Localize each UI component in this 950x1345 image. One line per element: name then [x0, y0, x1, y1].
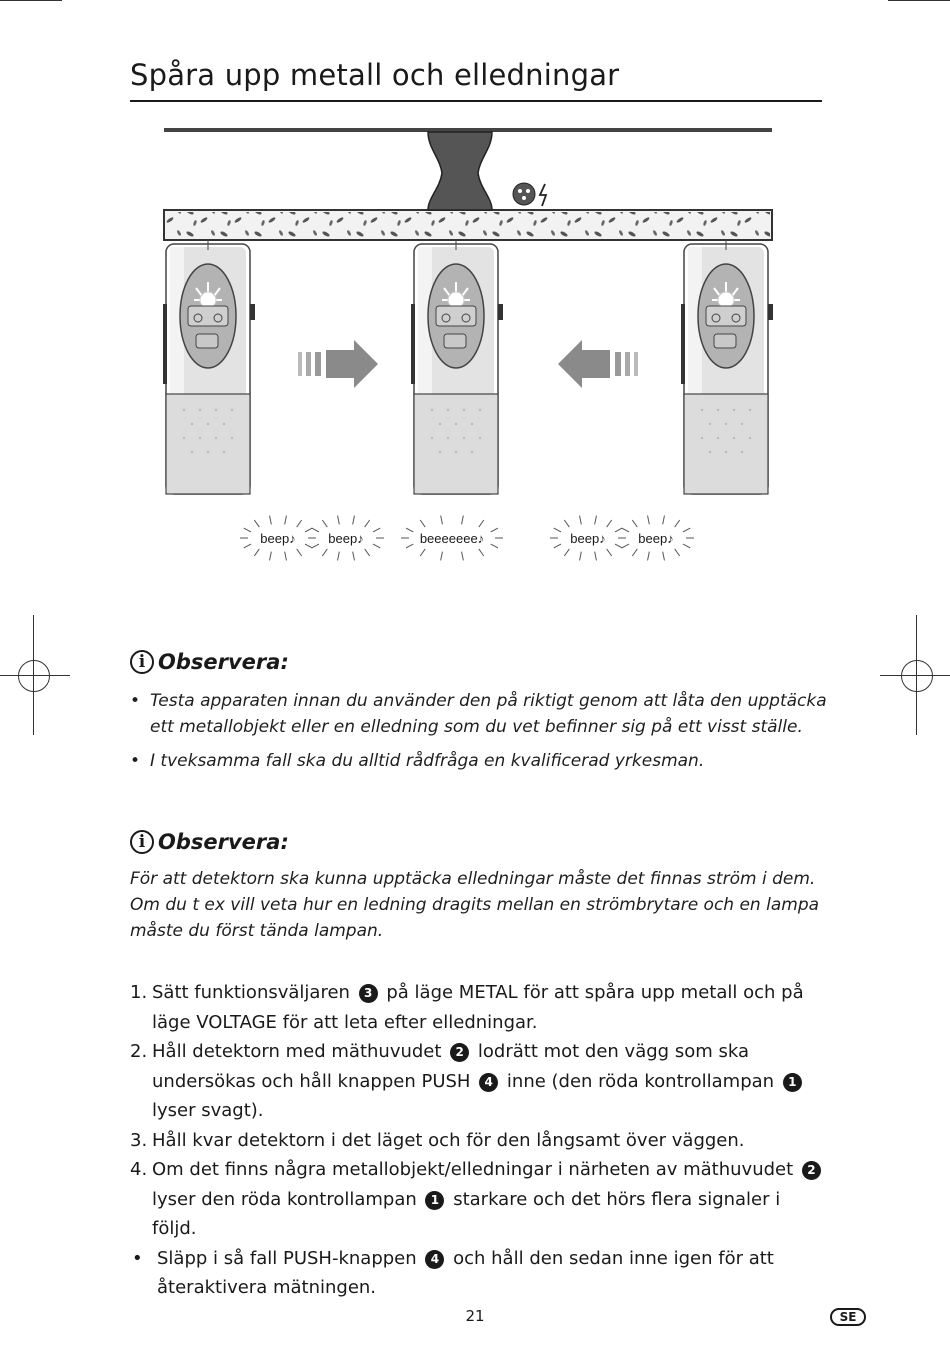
burst-ray: [285, 516, 287, 525]
burst-ray: [663, 516, 665, 525]
beep-label: beep♪: [638, 531, 674, 546]
reference-number: 4: [425, 1250, 444, 1269]
arrow-right-icon: [298, 340, 378, 388]
detector-illustration: [150, 118, 790, 588]
burst-ray: [406, 544, 413, 548]
note-heading: [130, 830, 289, 854]
arrow-left-icon: [558, 340, 638, 388]
registration-circle: [18, 660, 50, 692]
beep-burst: [550, 516, 626, 561]
list-item: • I tveksamma fall ska du alltid rådfråga en kvalificerad yrkesman.: [130, 748, 830, 774]
reference-number: 4: [479, 1073, 498, 1092]
burst-ray: [491, 528, 498, 532]
burst-ray: [675, 549, 680, 556]
burst-ray: [353, 516, 355, 525]
beep-label: beep♪: [570, 531, 606, 546]
step-text: på läge METAL för att spåra upp metall och på läge VOLTAGE för att leta efter elledningar.: [152, 982, 804, 1033]
burst-ray: [305, 544, 312, 548]
burst-ray: [312, 544, 319, 548]
burst-ray: [297, 549, 302, 556]
burst-ray: [338, 516, 340, 525]
step-item: [130, 978, 830, 1037]
info-icon: i: [130, 650, 154, 674]
burst-ray: [632, 549, 637, 556]
burst-ray: [622, 544, 629, 548]
burst-ray: [305, 528, 312, 532]
burst-ray: [615, 528, 622, 532]
burst-ray: [270, 516, 272, 525]
burst-ray: [244, 544, 251, 548]
language-badge: SE: [830, 1308, 866, 1326]
step-marker: 2.: [130, 1041, 148, 1062]
page-title: Spåra upp metall och elledningar: [130, 58, 620, 92]
burst-ray: [254, 520, 259, 527]
note-heading-text: Observera:: [158, 650, 289, 674]
burst-ray: [420, 520, 425, 527]
burst-ray: [554, 528, 561, 532]
burst-ray: [270, 552, 272, 561]
burst-ray: [622, 528, 629, 532]
burst-ray: [675, 520, 680, 527]
beep-label: beep♪: [328, 531, 364, 546]
step-text: Håll kvar detektorn i det läget och för den långsamt över väggen.: [152, 1129, 745, 1151]
burst-ray: [683, 528, 690, 532]
step-text: lyser svagt).: [152, 1100, 264, 1121]
step-text: Sätt funktionsväljaren: [152, 982, 356, 1003]
note-bullet-list: [130, 688, 830, 782]
crop-mark: [888, 0, 950, 1]
step-item: [130, 1155, 830, 1244]
lightning-icon: [540, 184, 546, 206]
burst-ray: [564, 549, 569, 556]
burst-ray: [254, 549, 259, 556]
step-marker: 1.: [130, 982, 148, 1003]
beep-burst: [308, 516, 384, 561]
burst-ray: [312, 528, 319, 532]
burst-ray: [322, 520, 327, 527]
burst-ray: [595, 552, 597, 561]
step-text: starkare och det hörs flera signaler i följd.: [152, 1188, 781, 1239]
burst-ray: [441, 552, 443, 561]
info-icon: i: [130, 830, 154, 854]
reference-number: 1: [425, 1191, 444, 1210]
burst-ray: [564, 520, 569, 527]
instruction-steps: [130, 978, 830, 1303]
burst-ray: [338, 552, 340, 561]
step-marker: •: [132, 1247, 143, 1269]
burst-ray: [479, 549, 484, 556]
burst-ray: [607, 549, 612, 556]
burst-ray: [322, 549, 327, 556]
metal-beam: [428, 132, 492, 210]
list-item: • Testa apparaten innan du använder den på riktigt genom att låta den upptäcka ett metallobjekt eller en elledning som du vet befinner sig på ett visst ställe.: [130, 688, 830, 740]
burst-ray: [554, 544, 561, 548]
reference-number: 3: [359, 984, 378, 1003]
burst-ray: [683, 544, 690, 548]
burst-ray: [648, 552, 650, 561]
burst-ray: [297, 520, 302, 527]
step-text: Om det finns några metallobjekt/elledningar i närheten av mäthuvudet: [152, 1159, 799, 1180]
burst-ray: [373, 544, 380, 548]
burst-ray: [441, 516, 443, 525]
step-text: och håll den sedan inne igen för att återaktivera mätningen.: [157, 1247, 774, 1298]
burst-ray: [365, 520, 370, 527]
step-text: Släpp i så fall PUSH-knappen: [157, 1247, 423, 1269]
burst-ray: [632, 520, 637, 527]
note-heading-text: Observera:: [158, 830, 289, 854]
beep-label: beeeeeee♪: [419, 531, 485, 546]
burst-ray: [580, 516, 582, 525]
step-text: inne (den röda kontrollampan: [501, 1070, 780, 1092]
burst-ray: [285, 552, 287, 561]
step-item: [130, 1037, 830, 1126]
beep-burst: [240, 516, 316, 561]
step-item: [130, 1244, 830, 1303]
beep-burst: [618, 516, 694, 561]
burst-ray: [491, 544, 498, 548]
step-text: lodrätt mot den vägg som ska undersökas och håll knappen PUSH: [152, 1041, 749, 1092]
note-heading: [130, 650, 289, 674]
burst-ray: [406, 528, 413, 532]
reference-number: 2: [802, 1161, 821, 1180]
step-text: Håll detektorn med mäthuvudet: [152, 1041, 448, 1062]
step-marker: 4.: [130, 1159, 148, 1180]
burst-ray: [648, 516, 650, 525]
step-item: [130, 1126, 830, 1156]
note-paragraph: För att detektorn ska kunna upptäcka elledningar måste det finnas ström i dem. Om du t ex vill veta hur en ledning dragits mellan en strömbrytare och en lampa måste du först tända lampan.: [130, 869, 820, 941]
burst-ray: [462, 552, 464, 561]
burst-ray: [663, 552, 665, 561]
burst-ray: [420, 549, 425, 556]
step-marker: 3.: [130, 1129, 148, 1151]
reference-number: 2: [450, 1043, 469, 1062]
burst-ray: [373, 528, 380, 532]
title-rule: [130, 100, 822, 102]
burst-ray: [607, 520, 612, 527]
burst-ray: [244, 528, 251, 532]
burst-ray: [353, 552, 355, 561]
burst-ray: [615, 544, 622, 548]
reference-number: 1: [783, 1073, 802, 1092]
burst-ray: [479, 520, 484, 527]
burst-ray: [365, 549, 370, 556]
burst-ray: [462, 516, 464, 525]
beep-burst: [401, 516, 503, 561]
step-text: lyser den röda kontrollampan: [152, 1188, 423, 1210]
beep-label: beep♪: [260, 531, 296, 546]
crop-mark: [0, 0, 62, 1]
burst-ray: [580, 552, 582, 561]
burst-ray: [595, 516, 597, 525]
page-number: 21: [465, 1307, 485, 1325]
registration-circle: [901, 660, 933, 692]
